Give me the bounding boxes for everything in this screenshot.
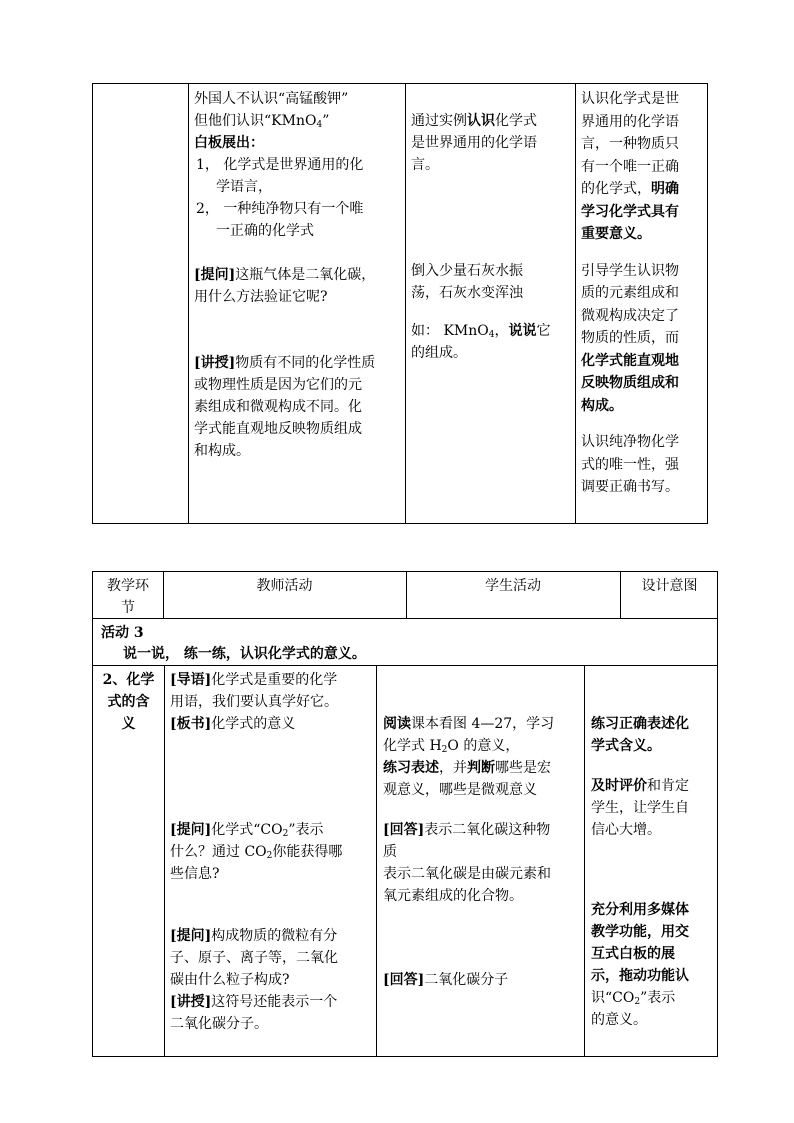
text-line: 化学式能直观地 <box>581 352 679 369</box>
text-line <box>170 819 374 841</box>
text-line: 的意义。 <box>591 1012 647 1028</box>
text-line: 言，一种物质只 <box>581 136 679 152</box>
text-fragment: ” <box>322 113 330 129</box>
text-line <box>170 841 374 863</box>
text-fragment: 化学式是重要的化学 <box>211 672 338 688</box>
text-fragment: 识“CO <box>591 990 635 1006</box>
table2-student-cell <box>383 713 583 991</box>
text-line: 质 <box>383 844 397 860</box>
text-line <box>383 735 583 757</box>
text-line <box>411 110 573 132</box>
text-line <box>170 713 374 735</box>
text-fragment: 什么？通过 CO <box>170 844 267 860</box>
text-line: 认识化学式是世 <box>581 91 679 107</box>
text-line: 子、原子、离子等，二氧化 <box>170 950 338 966</box>
text-fragment: 表示二氧化碳这种物 <box>424 822 551 838</box>
text-line: 微观构成决定了 <box>581 307 679 324</box>
text-line: 调要正确书写。 <box>581 479 679 495</box>
table1-divider <box>188 84 189 523</box>
table2-divider <box>376 665 377 1056</box>
header-design-intent: 设计意图 <box>641 578 698 594</box>
text-line: 的组成。 <box>411 345 467 361</box>
table2-divider <box>584 665 585 1056</box>
text-fragment: 你能获得哪 <box>272 844 343 860</box>
tag-label: [提问] <box>170 928 212 944</box>
text-line <box>170 669 374 691</box>
activity-subtitle: 说一说， 练一练，认识化学式的意义。 <box>123 646 366 662</box>
text-fragment: ，并 <box>439 760 467 776</box>
text-line <box>581 178 705 201</box>
text-line: 用什么方法验证它呢? <box>194 289 328 305</box>
text-line: 重要意义。 <box>581 226 651 242</box>
text-line: 学语言， <box>216 179 272 195</box>
table2-design-cell <box>591 713 717 1031</box>
header-teacher-activity: 教师活动 <box>256 578 313 594</box>
table1-design-cell <box>581 88 705 499</box>
text-line: 充分利用多媒体 <box>591 902 689 918</box>
text-fragment: ， <box>494 323 509 339</box>
tag-label: [导语] <box>170 672 212 688</box>
stage-cell <box>93 669 164 735</box>
table1-divider <box>575 84 576 523</box>
text-line: 教学功能，用交 <box>591 924 689 940</box>
text-line: 引导学生认识物 <box>581 262 679 279</box>
tag-label: [讲授] <box>194 355 236 371</box>
tag-label: [提问] <box>170 822 212 838</box>
text-fragment: ”表示 <box>640 990 676 1006</box>
text-line: 是世界通用的化学语 <box>411 135 537 151</box>
text-line: 碳由什么粒子构成? <box>170 972 290 988</box>
text-line <box>383 819 583 841</box>
tag-label: [讲授] <box>170 994 212 1010</box>
tag-label: [提问] <box>194 267 236 283</box>
text-line: 白板展出： <box>194 135 264 151</box>
text-line: 言。 <box>411 157 439 173</box>
text-line: 学习化学式具有 <box>581 203 679 220</box>
text-line: 或物理性质是因为它们的元 <box>194 377 362 393</box>
text-fragment: 通过实例 <box>411 113 467 129</box>
header-label: 教学环 <box>107 578 149 594</box>
text-fragment: 明确 <box>651 181 679 197</box>
text-line: 素组成和微观构成不同。化 <box>194 399 362 415</box>
tag-label: [板书] <box>170 716 212 732</box>
subscript: 2 <box>634 997 641 1007</box>
stage-line: 义 <box>121 716 136 732</box>
table2-divider <box>164 665 165 1056</box>
text-line: 质的元素组成和 <box>581 285 679 301</box>
text-fragment: 化学式 H <box>383 738 442 754</box>
text-line <box>383 757 583 779</box>
text-fragment: 和肯定 <box>647 778 689 794</box>
text-line <box>411 320 573 342</box>
text-line: 物质的性质，而 <box>581 330 679 346</box>
text-fragment: 判断 <box>467 760 495 776</box>
text-line: 界通用的化学语 <box>581 113 679 130</box>
text-fragment: 如： KMnO <box>411 323 489 339</box>
text-fragment: 二氧化碳分子 <box>424 972 509 988</box>
text-line: 外国人不认识“高锰酸钾” <box>194 91 349 107</box>
table-1 <box>92 83 708 524</box>
text-line: 有一个唯一正确 <box>581 158 679 175</box>
text-line: 学式能直观地反映物质组成 <box>194 421 362 437</box>
tag-label: [回答] <box>383 972 425 988</box>
table2-teacher-cell <box>170 669 374 1035</box>
text-line: 观意义，哪些是微观意义 <box>383 782 537 798</box>
text-line: 表示二氧化碳是由碳元素和 <box>383 866 551 882</box>
subscript: 2 <box>441 745 448 755</box>
text-fragment: 物质有不同的化学性质 <box>235 355 376 371</box>
header-student-activity: 学生活动 <box>485 578 541 594</box>
text-line: 倒入少量石灰水振 <box>411 263 523 279</box>
text-line: 2， 一种纯净物只有一个唯 <box>196 201 364 217</box>
text-line: 氧元素组成的化合物。 <box>383 888 523 904</box>
text-line: 学生，让学生自 <box>591 800 689 816</box>
activity-title: 活动 3 <box>101 625 144 641</box>
table1-teacher-cell <box>194 88 404 462</box>
text-line: 示，拖动功能认 <box>591 968 689 984</box>
text-line: 式的唯一性，强 <box>581 456 679 473</box>
stage-line: 2、化学 <box>102 672 155 688</box>
table-2 <box>92 571 718 1057</box>
text-fragment: 但他们认识“KMnO <box>194 113 317 129</box>
subscript: 2 <box>266 851 273 861</box>
text-fragment: 认识 <box>467 113 495 129</box>
text-fragment: 这符号还能表示一个 <box>211 994 338 1010</box>
text-line <box>383 969 583 991</box>
text-line: 二氧化碳分子。 <box>170 1016 268 1032</box>
table1-divider <box>405 84 406 523</box>
text-line <box>194 352 404 374</box>
header-label: 节 <box>121 600 135 616</box>
text-fragment: 化学式 <box>495 113 537 129</box>
text-fragment: 阅读 <box>383 716 411 732</box>
text-fragment: 这瓶气体是二氧化碳， <box>235 267 376 283</box>
text-fragment: O 的意义， <box>447 738 520 754</box>
text-line: 构成。 <box>581 397 623 414</box>
tag-label: [回答] <box>383 822 425 838</box>
text-line <box>170 991 374 1013</box>
table1-student-cell <box>411 110 573 364</box>
text-fragment: 哪些是宏 <box>495 760 551 776</box>
stage-line: 式的含 <box>107 694 150 710</box>
text-line: 反映物质组成和 <box>581 375 679 391</box>
text-fragment: 说说 <box>508 323 537 339</box>
text-fragment: 练习表述 <box>383 760 439 776</box>
text-line: 用语，我们要认真学好它。 <box>170 694 338 710</box>
text-line: 些信息? <box>170 866 220 882</box>
header-stage <box>93 575 163 619</box>
text-fragment: 的化学式， <box>581 181 651 197</box>
text-line: 荡，石灰水变浑浊 <box>411 285 523 301</box>
text-fragment: 课本看图 4—27，学习 <box>411 716 555 732</box>
text-line <box>194 110 404 132</box>
text-fragment: 及时评价 <box>591 778 647 794</box>
text-line: 一正确的化学式 <box>216 223 314 239</box>
table2-divider <box>93 618 717 619</box>
text-fragment: 构成物质的微粒有分 <box>211 928 338 944</box>
text-line: 认识纯净物化学 <box>581 434 679 450</box>
text-fragment: 化学式的意义 <box>211 716 296 732</box>
table2-divider <box>93 665 717 666</box>
text-fragment: 它 <box>536 323 551 339</box>
subscript: 4 <box>488 330 495 340</box>
subscript: 2 <box>282 829 289 839</box>
text-line: 学式含义。 <box>591 738 661 754</box>
text-line <box>383 713 583 735</box>
text-fragment: 化学式“CO <box>211 822 283 838</box>
text-line: 互式白板的展 <box>591 946 675 962</box>
subscript: 4 <box>316 120 323 130</box>
text-line <box>591 987 717 1009</box>
text-line: 1， 化学式是世界通用的化 <box>196 157 364 173</box>
text-line <box>170 925 374 947</box>
text-line <box>591 775 717 797</box>
text-fragment: ”表示 <box>288 822 324 838</box>
text-line: 和构成。 <box>194 443 250 459</box>
text-line: 信心大增。 <box>591 822 661 838</box>
text-line <box>194 264 404 286</box>
text-line: 练习正确表述化 <box>591 716 689 732</box>
